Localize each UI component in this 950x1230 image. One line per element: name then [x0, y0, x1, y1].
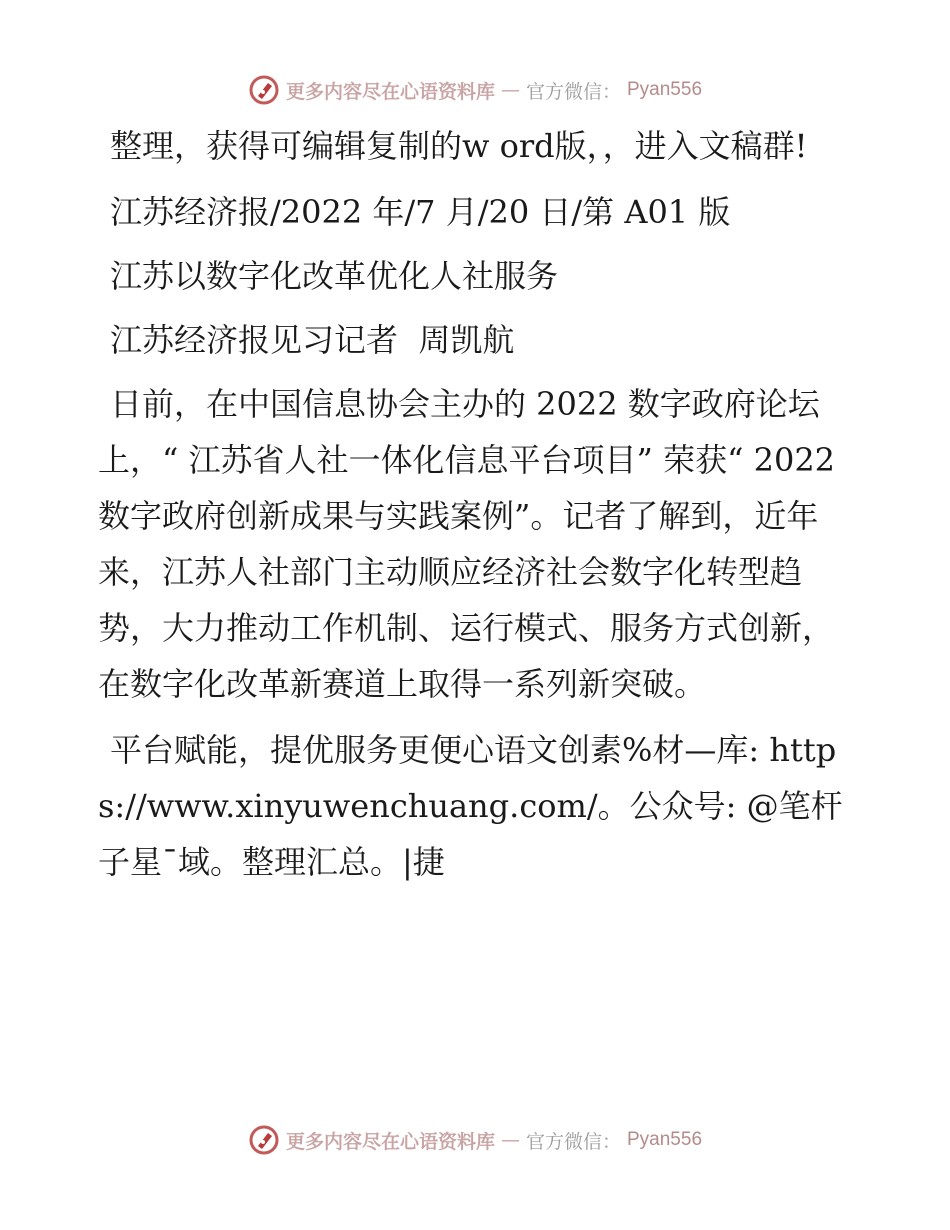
banner-wechat-id: Pyan556	[627, 79, 703, 100]
section-paragraph: 平台赋能，提优服务更便心语文创素%材—库: https://www.xinyuwenchuang.com/。公众号: @笔杆子星¯域。整理汇总。|捷	[98, 731, 843, 881]
banner-separator: —	[500, 1129, 520, 1151]
banner-site-text: 更多内容尽在心语资料库	[285, 1130, 495, 1153]
top-watermark-banner	[0, 70, 950, 110]
logo-icon	[248, 74, 280, 106]
bottom-watermark-banner	[0, 1120, 950, 1160]
article-title: 江苏以数字化改革优化人社服务	[110, 257, 559, 295]
intro-paragraph: 整理，获得可编辑复制的w ord版，，进入文稿群!	[110, 127, 808, 165]
body-paragraph: 日前，在中国信息协会主办的 2022 数字政府论坛上，“ 江苏省人社一体化信息平台项目” 荣获“ 2022 数字政府创新成果与实践案例”。记者了解到，近年来，江苏人社部门主动顺应经济社会数字化转型趋势，大力推动工作机制、运行模式、服务方式创新，在数字化改革新赛道上取得一系列新突破。	[98, 385, 846, 703]
document-body	[98, 118, 858, 900]
source-line: 江苏经济报/2022 年/7 月/20 日/第 A01 版	[110, 193, 731, 231]
banner-official-label: 官方微信：	[525, 1130, 621, 1153]
logo-icon	[248, 1124, 280, 1156]
banner-official-label: 官方微信：	[525, 80, 621, 103]
banner-site-text: 更多内容尽在心语资料库	[285, 80, 495, 103]
banner-separator: —	[500, 79, 520, 101]
banner-wechat-id: Pyan556	[627, 1129, 703, 1150]
byline: 江苏经济报见习记者 周凯航	[110, 321, 515, 359]
